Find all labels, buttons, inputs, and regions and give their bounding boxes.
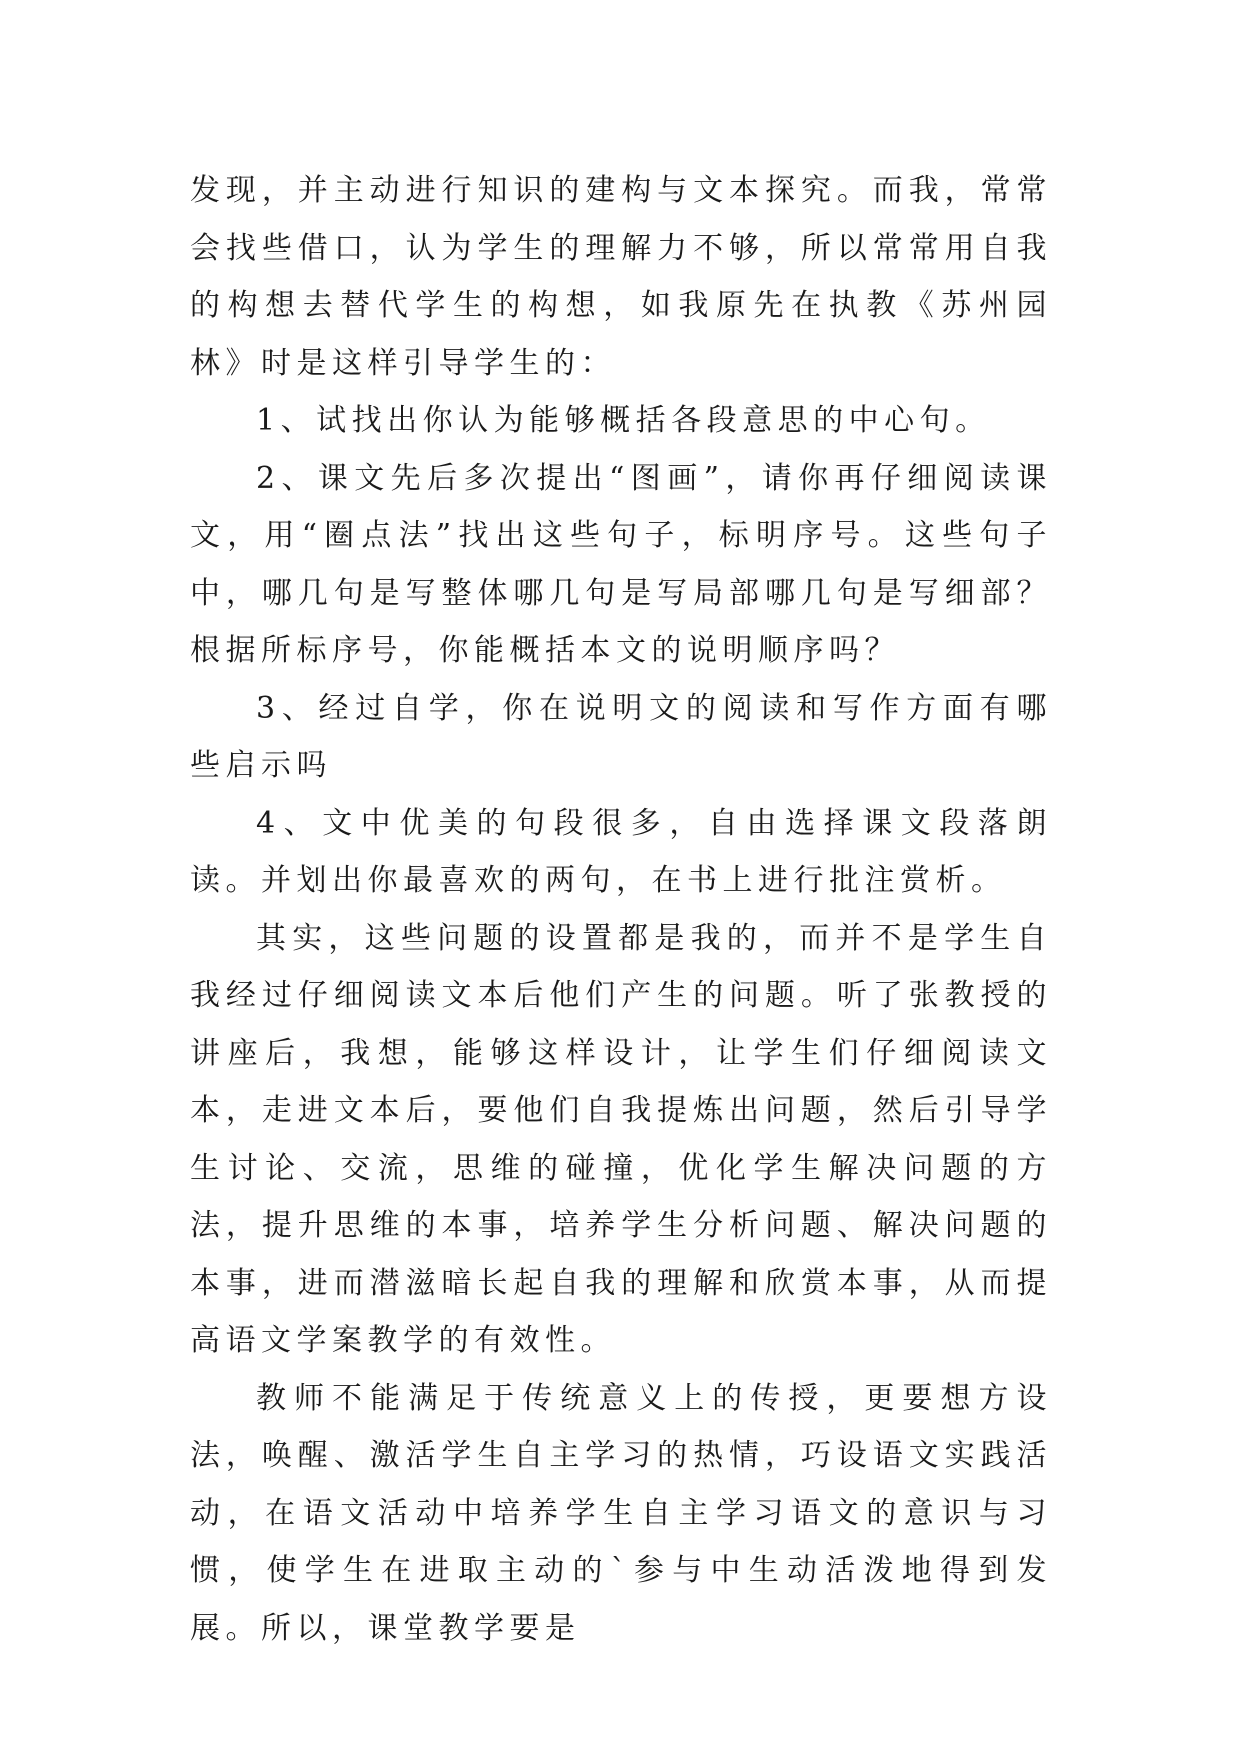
paragraph-continuation: 发现，并主动进行知识的建构与文本探究。而我，常常会找些借口，认为学生的理解力不够，所以常常用自我的构想去替代学生的构想，如我原先在执教《苏州园林》时是这样引导学生的： — [190, 173, 1052, 381]
paragraph-teacher: 教师不能满足于传统意义上的传授，更要想方设法，唤醒、激活学生自主学习的热情，巧设语文实践活动，在语文活动中培养学生自主学习语文的意识与习惯，使学生在进取主动的`参与中生动活泼地得到发展。所以，课堂教学要是 — [190, 1380, 1052, 1646]
paragraph-reflection: 其实，这些问题的设置都是我的，而并不是学生自我经过仔细阅读文本后他们产生的问题。听了张教授的讲座后，我想，能够这样设计，让学生们仔细阅读文本，走进文本后，要他们自我提炼出问题，然后引导学生讨论、交流，思维的碰撞，优化学生解决问题的方法，提升思维的本事，培养学生分析问题、解决问题的本事，进而潜滋暗长起自我的理解和欣赏本事，从而提高语文学案教学的有效性。 — [190, 920, 1052, 1358]
paragraph-item-4: 4、文中优美的句段很多，自由选择课文段落朗读。并划出你最喜欢的两句，在书上进行批注赏析。 — [190, 805, 1052, 898]
body-text — [190, 162, 1052, 1657]
paragraph-item-3: 3、经过自学，你在说明文的阅读和写作方面有哪些启示吗 — [190, 690, 1052, 783]
paragraph-item-1: 1、试找出你认为能够概括各段意思的中心句。 — [256, 403, 991, 438]
paragraph-item-2: 2、课文先后多次提出“图画”，请你再仔细阅读课文，用“圈点法”找出这些句子，标明序号。这些句子中，哪几句是写整体哪几句是写局部哪几句是写细部？根据所标序号，你能概括本文的说明顺序吗？ — [190, 460, 1052, 668]
